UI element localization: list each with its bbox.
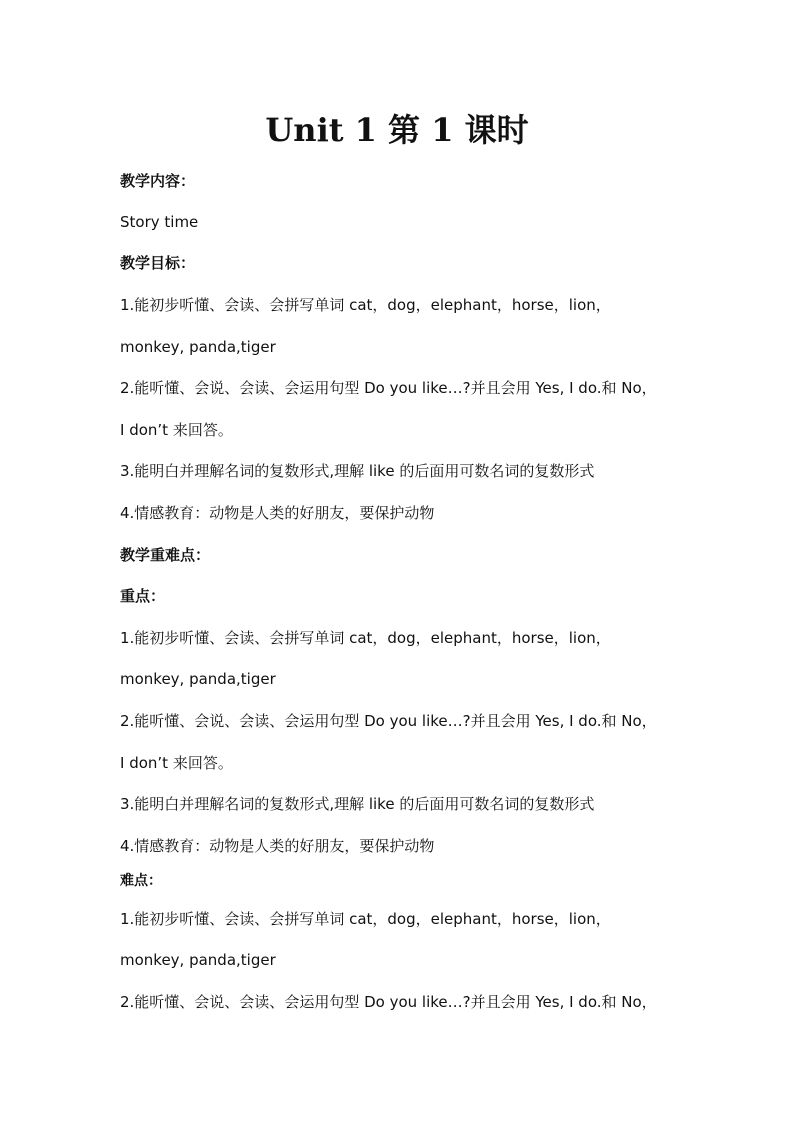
paragraph-line: 4.情感教育：动物是人类的好朋友，要保护动物 xyxy=(120,837,435,855)
paragraph-line: I don’t 来回答。 xyxy=(120,754,233,772)
heading-teaching-goals: 教学目标： xyxy=(120,254,196,272)
paragraph-line: 3.能明白并理解名词的复数形式,理解 like 的后面用可数名词的复数形式 xyxy=(120,462,595,480)
paragraph-line: 3.能明白并理解名词的复数形式,理解 like 的后面用可数名词的复数形式 xyxy=(120,795,595,813)
heading-difficult-points: 难点： xyxy=(120,873,162,889)
paragraph-line: monkey, panda,tiger xyxy=(120,951,276,969)
heading-key-difficult-points: 教学重难点： xyxy=(120,546,211,564)
paragraph-line: Story time xyxy=(120,213,199,231)
heading-teaching-content: 教学内容： xyxy=(120,172,196,190)
document-title: Unit 1 第 1 课时 xyxy=(265,111,529,149)
paragraph-line: 1.能初步听懂、会读、会拼写单词 cat，dog，elephant，horse，lion， xyxy=(120,910,611,928)
paragraph-line: 2.能听懂、会说、会读、会运用句型 Do you like…?并且会用 Yes, I do.和 No， xyxy=(120,379,657,397)
paragraph-line: I don’t 来回答。 xyxy=(120,421,233,439)
paragraph-line: 2.能听懂、会说、会读、会运用句型 Do you like…?并且会用 Yes, I do.和 No， xyxy=(120,712,657,730)
paragraph-line: 2.能听懂、会说、会读、会运用句型 Do you like…?并且会用 Yes, I do.和 No， xyxy=(120,993,657,1011)
paragraph-line: 4.情感教育：动物是人类的好朋友，要保护动物 xyxy=(120,504,435,522)
paragraph-line: 1.能初步听懂、会读、会拼写单词 cat，dog，elephant，horse，lion， xyxy=(120,629,611,647)
paragraph-line: monkey, panda,tiger xyxy=(120,338,276,356)
paragraph-line: 1.能初步听懂、会读、会拼写单词 cat，dog，elephant，horse，lion， xyxy=(120,296,611,314)
heading-key-points: 重点： xyxy=(120,587,166,605)
paragraph-line: monkey, panda,tiger xyxy=(120,670,276,688)
